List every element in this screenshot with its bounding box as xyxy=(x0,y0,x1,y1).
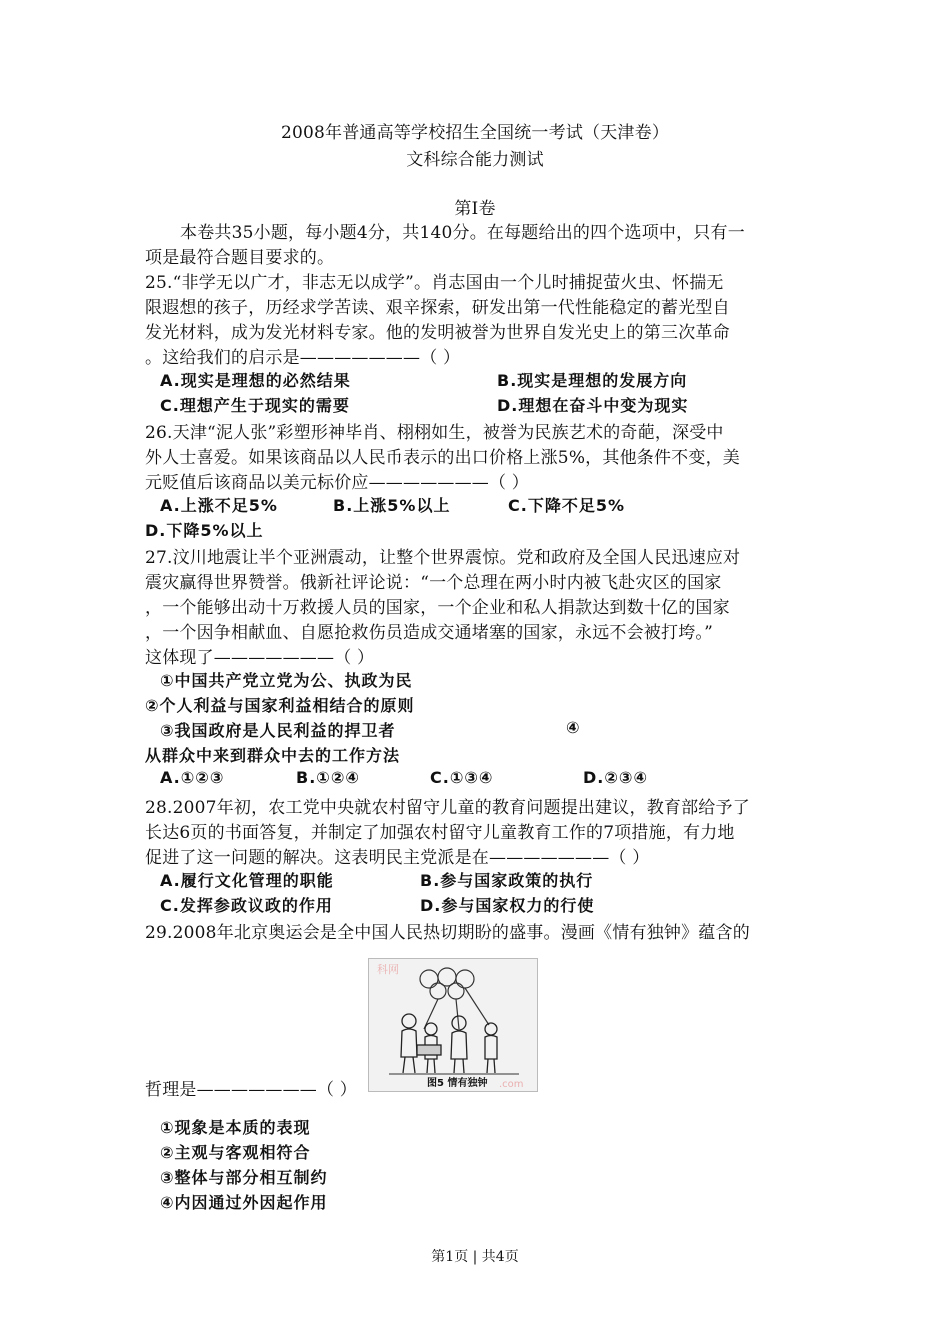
q26-option-a: A.上涨不足5% xyxy=(160,496,278,515)
q26-stem-line-2: 外人士喜爱。如果该商品以人民币表示的出口价格上涨5%，其他条件不变，美 xyxy=(145,448,740,468)
svg-text:.com: .com xyxy=(499,1079,524,1090)
q25-stem-line-3: 发光材料，成为发光材料专家。他的发明被誉为世界自发光史上的第三次革命 xyxy=(145,323,730,343)
cartoon-caption: 图5 情有独钟 xyxy=(427,1078,488,1089)
exam-subtitle: 文科综合能力测试 xyxy=(406,150,544,170)
q27-stem-line-3: ，一个能够出动十万救援人员的国家，一个企业和私人捐款达到数十亿的国家 xyxy=(145,598,730,618)
q29-item-3: ③整体与部分相互制约 xyxy=(160,1168,328,1187)
q28-option-c: C.发挥参政议政的作用 xyxy=(160,896,333,915)
q25-stem-line-4: 。这给我们的启示是———————（ ） xyxy=(145,348,461,368)
q26-option-d: D.下降5%以上 xyxy=(145,521,264,540)
q25-stem-line-2: 限遐想的孩子，历经求学苦读、艰辛探索，研发出第一代性能稳定的蓄光型自 xyxy=(145,298,730,318)
q27-option-d: D.②③④ xyxy=(583,768,648,787)
svg-text:科网: 科网 xyxy=(377,963,399,976)
q27-stem-line-5: 这体现了———————（ ） xyxy=(145,648,375,668)
q28-option-a: A.履行文化管理的职能 xyxy=(160,871,334,890)
q27-option-b: B.①②④ xyxy=(296,768,360,787)
section-heading: 第Ⅰ卷 xyxy=(454,199,496,219)
q25-option-a: A.现实是理想的必然结果 xyxy=(160,371,351,390)
q29-item-2: ②主观与客观相符合 xyxy=(160,1143,311,1162)
cartoon-drawing xyxy=(369,959,537,1091)
q27-item-4: 从群众中来到群众中去的工作方法 xyxy=(145,746,401,765)
q29-item-1: ①现象是本质的表现 xyxy=(160,1118,311,1137)
q28-stem-line-1: 28.2007年初，农工党中央就农村留守儿童的教育问题提出建议，教育部给予了 xyxy=(145,798,750,818)
q27-stem-line-1: 27.汶川地震让半个亚洲震动，让整个世界震惊。党和政府及全国人民迅速应对 xyxy=(145,548,741,568)
q28-option-b: B.参与国家政策的执行 xyxy=(420,871,594,890)
q26-option-b: B.上涨5%以上 xyxy=(333,496,451,515)
q25-stem-line-1: 25.“非学无以广才，非志无以成学”。肖志国由一个儿时捕捉萤火虫、怀揣无 xyxy=(145,273,724,293)
q27-item-3: ③我国政府是人民利益的捍卫者 xyxy=(160,721,396,740)
q28-option-d: D.参与国家权力的行使 xyxy=(420,896,595,915)
q27-item-4-marker: ④ xyxy=(566,718,581,737)
cartoon-image xyxy=(368,958,538,1092)
q29-stem: 29.2008年北京奥运会是全中国人民热切期盼的盛事。漫画《情有独钟》蕴含的 xyxy=(145,923,750,943)
q25-option-d: D.理想在奋斗中变为现实 xyxy=(497,396,689,415)
q27-item-2: ②个人利益与国家利益相结合的原则 xyxy=(145,696,415,715)
exam-title: 2008年普通高等学校招生全国统一考试（天津卷） xyxy=(280,123,670,143)
q27-option-a: A.①②③ xyxy=(160,768,225,787)
q27-stem-line-4: ，一个因争相献血、自愿抢救伤员造成交通堵塞的国家，永远不会被打垮。” xyxy=(145,623,713,643)
intro-line-2: 项是最符合题目要求的。 xyxy=(145,248,335,268)
q26-stem-line-3: 元贬值后该商品以美元标价应———————（ ） xyxy=(145,473,530,493)
q26-option-c: C.下降不足5% xyxy=(508,496,625,515)
q28-stem-line-3: 促进了这一问题的解决。这表明民主党派是在———————（ ） xyxy=(145,848,650,868)
q25-option-b: B.现实是理想的发展方向 xyxy=(497,371,688,390)
q26-stem-line-1: 26.天津“泥人张”彩塑形神毕肖、栩栩如生，被誉为民族艺术的奇葩，深受中 xyxy=(145,423,724,443)
q29-item-4: ④内因通过外因起作用 xyxy=(160,1193,328,1212)
q27-item-1: ①中国共产党立党为公、执政为民 xyxy=(160,671,413,690)
q27-option-c: C.①③④ xyxy=(430,768,494,787)
page-footer: 第1页 | 共4页 xyxy=(431,1249,519,1265)
q25-option-c: C.理想产生于现实的需要 xyxy=(160,396,350,415)
intro-line-1: 本卷共35小题，每小题4分，共140分。在每题给出的四个选项中，只有一 xyxy=(180,223,745,243)
q28-stem-line-2: 长达6页的书面答复，并制定了加强农村留守儿童教育工作的7项措施，有力地 xyxy=(145,823,735,843)
q27-stem-line-2: 震灾赢得世界赞誉。俄新社评论说：“一个总理在两小时内被飞赴灾区的国家 xyxy=(145,573,722,593)
q29-stem-end: 哲理是———————（ ） xyxy=(145,1080,358,1100)
